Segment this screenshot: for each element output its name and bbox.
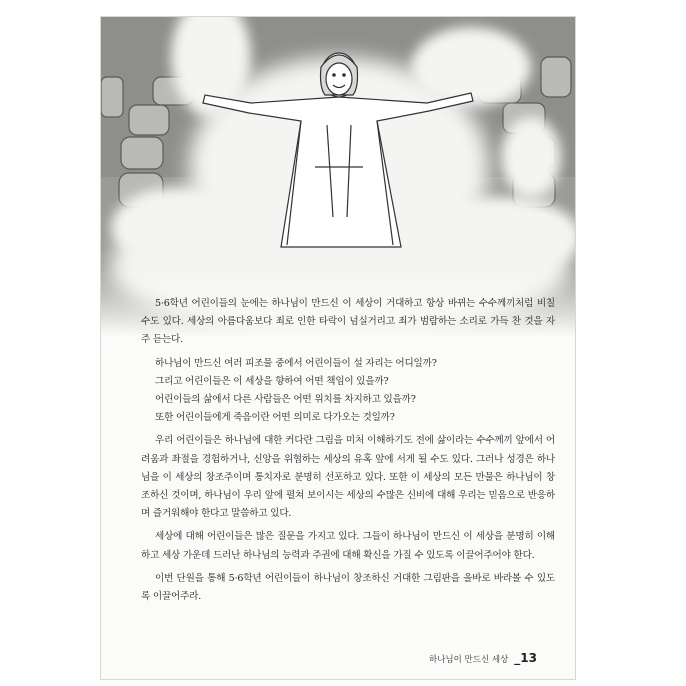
paragraph-questions: 세상에 대해 어린이들은 많은 질문을 가지고 있다. 그들이 하나님이 만드신 이 세상을 분명히 이해하고 세상 가운데 드러난 하나님의 능력과 주권에 대해 확신을 가질 수 있도록 이끌어주어야 한다. — [141, 531, 555, 561]
paragraph-intro: 5·6학년 어린이들의 눈에는 하나님이 만드신 이 세상이 거대하고 항상 바뀌는 수수께끼처럼 비칠 수도 있다. 세상의 아름다움보다 죄로 인한 타락이 넘실거리고 죄가 범람하는 소리로 가득 찬 것을 자주 듣는다. — [141, 298, 555, 346]
paragraph-scripture: 우리 어린이들은 하나님에 대한 커다란 그림을 미처 이해하기도 전에 삶이라는 수수께끼 앞에서 어려움과 좌절을 경험하거나, 신앙을 위협하는 세상의 유혹 앞에 서게 될 수도 있다. 그러나 성경은 하나님을 이 세상의 창조주이며 통치자로 분명히 선포하고 있다. 또한 이 세상의 모든 만물은 하나님이 창조하신 것이며, 하나님이 우리 앞에 펼쳐 보이시는 세상의 수많은 신비에 대해 우리는 믿음으로 반응하며 즐거워해야 한다고 말씀하고 있다. — [141, 435, 555, 520]
creation-illustration — [101, 17, 576, 337]
question-death: 또한 어린이들에게 죽음이란 어떤 의미로 다가오는 것일까? — [155, 412, 395, 424]
chapter-title: 하나님이 만드신 세상 — [428, 655, 509, 665]
page-footer — [429, 651, 537, 665]
question-others: 어린이들의 삶에서 다른 사람들은 어떤 위치를 차지하고 있을까? — [155, 394, 416, 406]
book-page — [100, 16, 576, 680]
page-number: _13 — [514, 651, 537, 665]
illustration-svg — [101, 17, 576, 337]
question-responsibility: 그리고 어린이들은 이 세상을 향하여 어떤 책임이 있을까? — [155, 375, 389, 387]
question-place: 하나님이 만드신 여러 피조물 중에서 어린이들이 설 자리는 어디일까? — [155, 357, 437, 369]
body-text — [141, 295, 555, 611]
paragraph-unit-goal: 이번 단원을 통해 5·6학년 어린이들이 하나님이 창조하신 거대한 그림판을 올바로 바라볼 수 있도록 이끌어주라. — [141, 572, 555, 603]
